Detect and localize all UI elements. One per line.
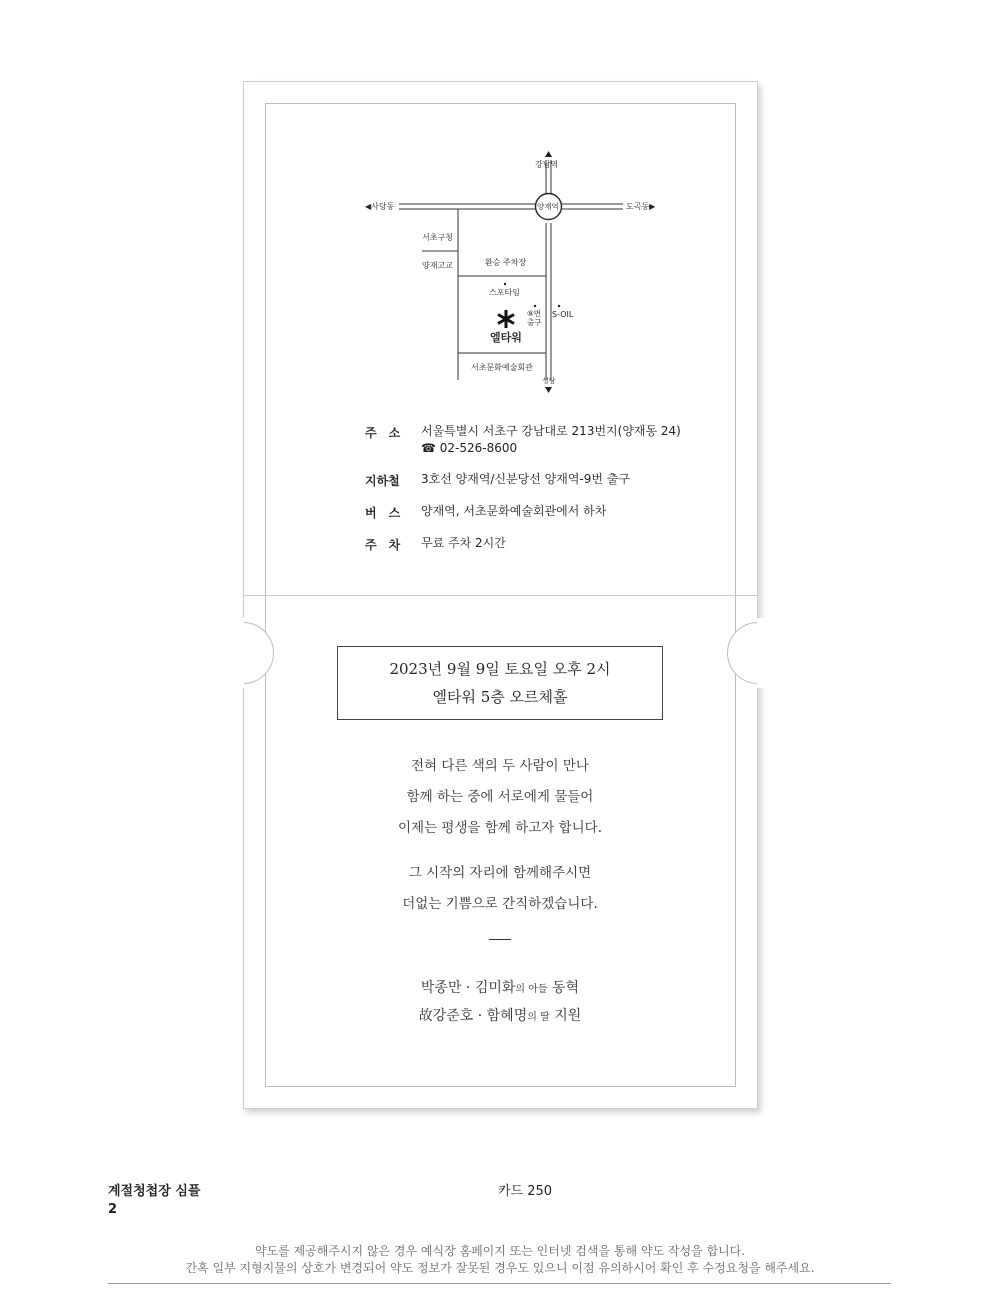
map-label-yangjae-station: 양재역: [537, 202, 559, 211]
location-map: [365, 148, 665, 398]
address-label: 주소: [365, 426, 413, 440]
subway-row: [365, 472, 681, 489]
venue-asterisk-icon: [498, 310, 514, 328]
map-label-venue: 엘타워: [490, 331, 522, 344]
map-label-seongnam: 성남: [542, 377, 556, 385]
map-label-sadang: ◀사당동: [365, 202, 395, 211]
phone-value: ☎ 02-526-8600: [421, 441, 518, 455]
subway-value: 3호선 양재역/신분당선 양재역-9번 출구: [421, 472, 630, 486]
bus-row: [365, 504, 681, 521]
map-label-yangjae-highschool: 양재고교: [422, 261, 453, 270]
map-label-soil: S-OIL: [552, 310, 574, 319]
bride-parents: 故강준호 · 함혜명: [418, 1008, 528, 1024]
message-line-1: 전혀 다른 색의 두 사람이 만나: [411, 758, 589, 774]
product-title: 계절청첩장 심플: [108, 1184, 201, 1199]
event-datetime: 2023년 9월 9일 토요일 오후 2시: [389, 660, 611, 678]
event-datetime-box: [337, 646, 663, 720]
map-label-gangnam: 강남역: [535, 160, 559, 169]
groom-family-line: [300, 977, 700, 997]
groom-name: 동혁: [552, 980, 580, 996]
groom-parents: 박종만 · 김미화: [420, 980, 516, 996]
venue-info: [365, 424, 681, 568]
map-label-dogok: 도곡동▶: [626, 202, 656, 211]
message-line-2: 함께 하는 중에 서로에게 물들어: [406, 789, 594, 805]
map-label-sportime: 스포타임: [489, 288, 520, 297]
bride-name: 지원: [554, 1008, 582, 1024]
bride-family-line: [300, 1005, 700, 1025]
message-line-5: 더없는 기쁨으로 간직하겠습니다.: [402, 896, 598, 912]
address-row: [365, 424, 681, 457]
north-arrow-icon: [545, 151, 552, 157]
message-line-3: 이제는 평생을 함께 하고자 합니다.: [397, 820, 603, 836]
map-label-seocho-office: 서초구청: [422, 233, 453, 242]
map-label-exit: 출구: [527, 318, 542, 327]
divider-dash: [489, 939, 511, 940]
map-label-transfer-parking: 환승 주차장: [485, 258, 527, 267]
parking-value: 무료 주차 2시간: [421, 536, 506, 550]
parking-label: 주차: [365, 538, 413, 552]
subway-label: 지하철: [365, 474, 400, 488]
event-place: 엘타워 5층 오르체홀: [432, 688, 568, 706]
product-name: 카드 250: [498, 1184, 553, 1199]
map-label-arts-center: 서초문화예술회관: [471, 363, 533, 372]
bus-label: 버스: [365, 506, 413, 520]
notice-line-1: 약도를 제공해주시지 않은 경우 예식장 홈페이지 또는 인터넷 검색을 통해 약도 작성을 합니다.: [254, 1244, 746, 1258]
bus-value: 양재역, 서초문화예술회관에서 하차: [421, 504, 607, 518]
bride-relation: 의 딸: [527, 1012, 550, 1023]
fold-line: [244, 595, 757, 596]
notice-line-2: 간혹 일부 지형지물의 상호가 변경되어 약도 정보가 잘못된 경우도 있으니 이점 유의하시어 확인 후 수정요청을 해주세요.: [185, 1261, 815, 1275]
footer-divider: [108, 1283, 891, 1284]
south-arrow-icon: [545, 387, 552, 393]
groom-relation: 의 아들: [515, 984, 548, 995]
message-line-4: 그 시작의 자리에 함께해주시면: [408, 865, 592, 881]
map-label-exit-number: ⑨번: [527, 309, 541, 318]
parking-row: [365, 536, 681, 553]
page-number: 2: [108, 1202, 118, 1217]
address-value: 서울특별시 서초구 강남대로 213번지(양재동 24): [421, 424, 681, 438]
